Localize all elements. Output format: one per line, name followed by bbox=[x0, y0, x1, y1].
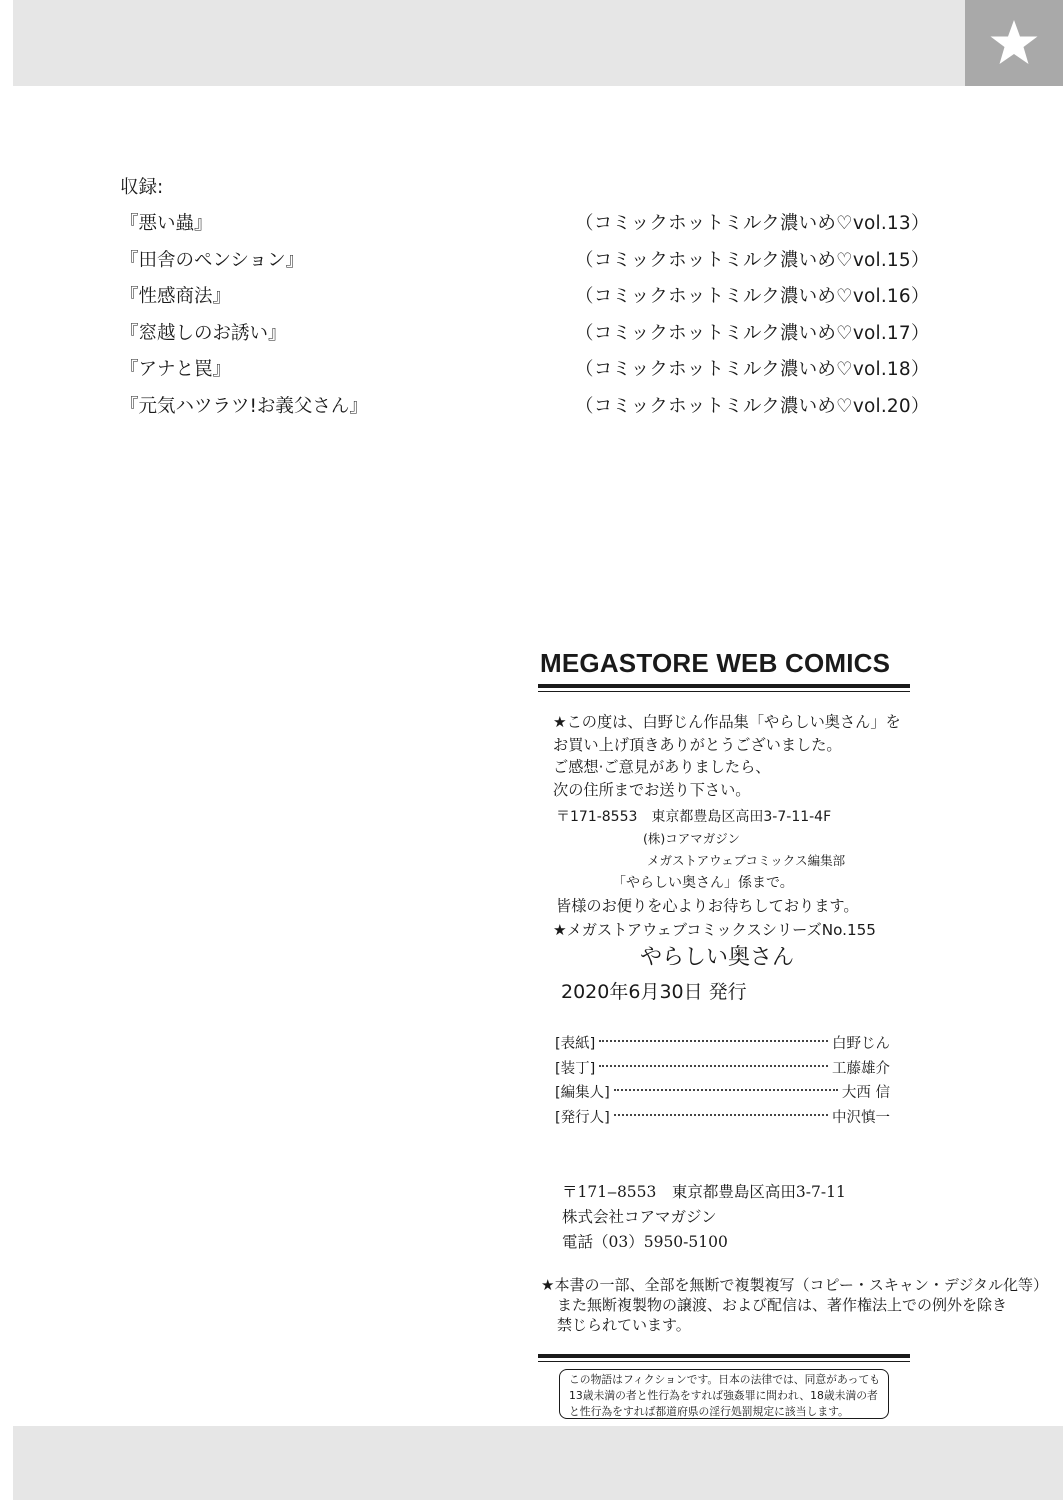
divider bbox=[538, 684, 910, 688]
notice-line: 禁じられています。 bbox=[557, 1316, 691, 1334]
publisher-line: 電話（03）5950-5100 bbox=[562, 1233, 728, 1251]
fiction-line: 13歳未満の者と性行為をすれば強姦罪に問われ、18歳未満の者 bbox=[569, 1389, 878, 1402]
entry-source: （コミックホットミルク濃いめ♡vol.17） bbox=[575, 322, 930, 344]
divider bbox=[538, 1354, 910, 1358]
entry-source: （コミックホットミルク濃いめ♡vol.15） bbox=[575, 249, 930, 271]
bottom-band bbox=[13, 1426, 1063, 1500]
staff-role: [編集人] bbox=[555, 1085, 610, 1101]
dot-leader bbox=[599, 1065, 828, 1067]
staff-role: [表紙] bbox=[555, 1036, 596, 1052]
book-title: やらしい奥さん bbox=[640, 945, 795, 970]
dot-leader bbox=[614, 1114, 828, 1116]
staff-row bbox=[555, 1081, 890, 1106]
entry-title: 『性感商法』 bbox=[120, 286, 232, 307]
entry-source: （コミックホットミルク濃いめ♡vol.20） bbox=[575, 395, 930, 417]
publisher-line: 株式会社コアマガジン bbox=[562, 1208, 717, 1226]
staff-row bbox=[555, 1057, 890, 1082]
publisher-line: 〒171‒8553 東京都豊島区高田3-7-11 bbox=[562, 1183, 846, 1201]
address-line: (株)コアマガジン bbox=[643, 831, 740, 846]
entry-source: （コミックホットミルク濃いめ♡vol.16） bbox=[575, 286, 930, 307]
entry-source: （コミックホットミルク濃いめ♡vol.18） bbox=[575, 359, 930, 380]
star-icon bbox=[989, 18, 1039, 68]
staff-name: 大西 信 bbox=[841, 1085, 890, 1101]
series-number: ★メガストアウェブコミックスシリーズNo.155 bbox=[553, 921, 876, 939]
staff-role: [発行人] bbox=[555, 1109, 610, 1126]
staff-row bbox=[555, 1032, 890, 1057]
top-band bbox=[13, 0, 965, 86]
contents-list bbox=[120, 174, 930, 429]
staff-role: [装丁] bbox=[555, 1060, 596, 1077]
entry-title: 『窓越しのお誘い』 bbox=[120, 322, 287, 344]
fiction-notice-box bbox=[559, 1369, 889, 1419]
staff-row bbox=[555, 1106, 890, 1131]
thanks-line: ★この度は、白野じん作品集「やらしい奥さん」を bbox=[553, 713, 901, 731]
staff-name: 中沢慎一 bbox=[832, 1109, 890, 1126]
dot-leader bbox=[599, 1040, 828, 1042]
address-line: メガストアウェブコミックス編集部 bbox=[647, 853, 846, 868]
notice-line: ★本書の一部、全部を無断で複製複写（コピー・スキャン・デジタル化等） bbox=[541, 1276, 1048, 1294]
staff-name: 工藤雄介 bbox=[832, 1060, 890, 1077]
contents-entry bbox=[120, 320, 930, 357]
address-line: 〒171-8553 東京都豊島区高田3-7-11-4F bbox=[556, 809, 832, 825]
dot-leader bbox=[614, 1089, 838, 1091]
contents-entry bbox=[120, 210, 930, 247]
thanks-line: お買い上げ頂きありがとうございました。 bbox=[553, 735, 842, 754]
thanks-line: 次の住所までお送り下さい。 bbox=[553, 780, 751, 799]
issue-date: 2020年6月30日 発行 bbox=[561, 981, 747, 1003]
entry-title: 『田舎のペンション』 bbox=[120, 249, 305, 271]
corner-box bbox=[965, 0, 1063, 86]
contents-entry bbox=[120, 393, 930, 430]
staff-name: 白野じん bbox=[832, 1036, 890, 1052]
publisher-info bbox=[562, 1180, 846, 1255]
fiction-line: この物語はフィクションです。日本の法律では、同意があっても bbox=[569, 1373, 881, 1386]
address-line: 「やらしい奥さん」係まで。 bbox=[612, 875, 794, 891]
staff-credits bbox=[555, 1032, 890, 1130]
series-name: MEGASTORE WEB COMICS bbox=[540, 648, 891, 678]
notice-line: また無断複製物の譲渡、および配信は、著作権法上での例外を除き bbox=[557, 1296, 1008, 1314]
waiting-message: 皆様のお便りを心よりお待ちしております。 bbox=[556, 897, 859, 915]
divider bbox=[538, 691, 910, 692]
entry-title: 『悪い蟲』 bbox=[120, 213, 213, 234]
contents-entry bbox=[120, 247, 930, 284]
contents-entry bbox=[120, 283, 930, 320]
thanks-line: ご感想·ご意見がありましたら、 bbox=[553, 758, 771, 776]
fiction-line: と性行為をすれば都道府県の淫行処罰規定に該当します。 bbox=[569, 1405, 849, 1418]
mail-address bbox=[556, 806, 845, 894]
copyright-notice bbox=[541, 1275, 1048, 1335]
thanks-message bbox=[553, 711, 901, 801]
contents-heading: 収録: bbox=[120, 177, 164, 198]
divider bbox=[538, 1361, 910, 1362]
entry-title: 『元気ハツラツ!お義父さん』 bbox=[120, 395, 368, 417]
contents-entry bbox=[120, 356, 930, 393]
entry-source: （コミックホットミルク濃いめ♡vol.13） bbox=[575, 213, 930, 234]
entry-title: 『アナと罠』 bbox=[120, 359, 232, 380]
